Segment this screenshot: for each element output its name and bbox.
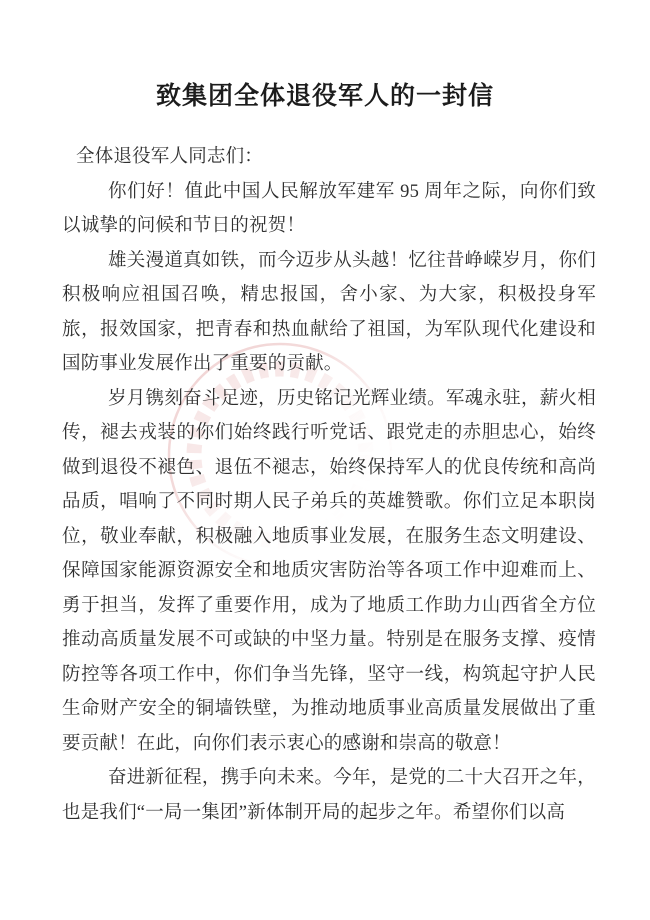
paragraph-new-journey: 奋进新征程，携手向未来。今年，是党的二十大召开之年，也是我们“一局一集团”新体制开局的起步之年。希望你们以高 xyxy=(62,768,596,823)
salutation: 全体退役军人同志们： xyxy=(76,147,264,167)
paragraph-military-service: 雄关漫道真如铁，而今迈步从头越！忆往昔峥嵘岁月，你们积极响应祖国召唤，精忠报国，舍小家、为大家，积极投身军旅，报效国家，把青春和热血献给了祖国，为军队现代化建设和国防事业发展作出了重要的贡献。 xyxy=(62,250,596,374)
letter-title: 致集团全体退役军人的一封信 xyxy=(155,83,494,110)
letter-body xyxy=(62,140,596,830)
paragraph-achievements: 岁月镌刻奋斗足迹，历史铭记光辉业绩。军魂永驻，薪火相传，褪去戎装的你们始终践行听党话、跟党走的赤胆忠心，始终做到退役不褪色、退伍不褪志，始终保持军人的优良传统和高尚品质，唱响了不同时期人民子弟兵的英雄赞歌。你们立足本职岗位，敬业奉献，积极融入地质事业发展，在服务生态文明建设、保障国家能源资源安全和地质灾害防治等各项工作中迎难而上、勇于担当，发挥了重要作用，成为了地质工作助力山西省全方位推动高质量发展不可或缺的中坚力量。特别是在服务支撑、疫情防控等各项工作中，你们争当先锋，坚守一线，构筑起守护人民生命财产安全的铜墙铁壁，为推动地质事业高质量发展做出了重要贡献！在此，向你们表示衷心的感谢和崇高的敬意！ xyxy=(62,388,596,754)
paragraph-greeting: 你们好！值此中国人民解放军建军 95 周年之际，向你们致以诚挚的问候和节日的祝贺！ xyxy=(62,181,596,236)
